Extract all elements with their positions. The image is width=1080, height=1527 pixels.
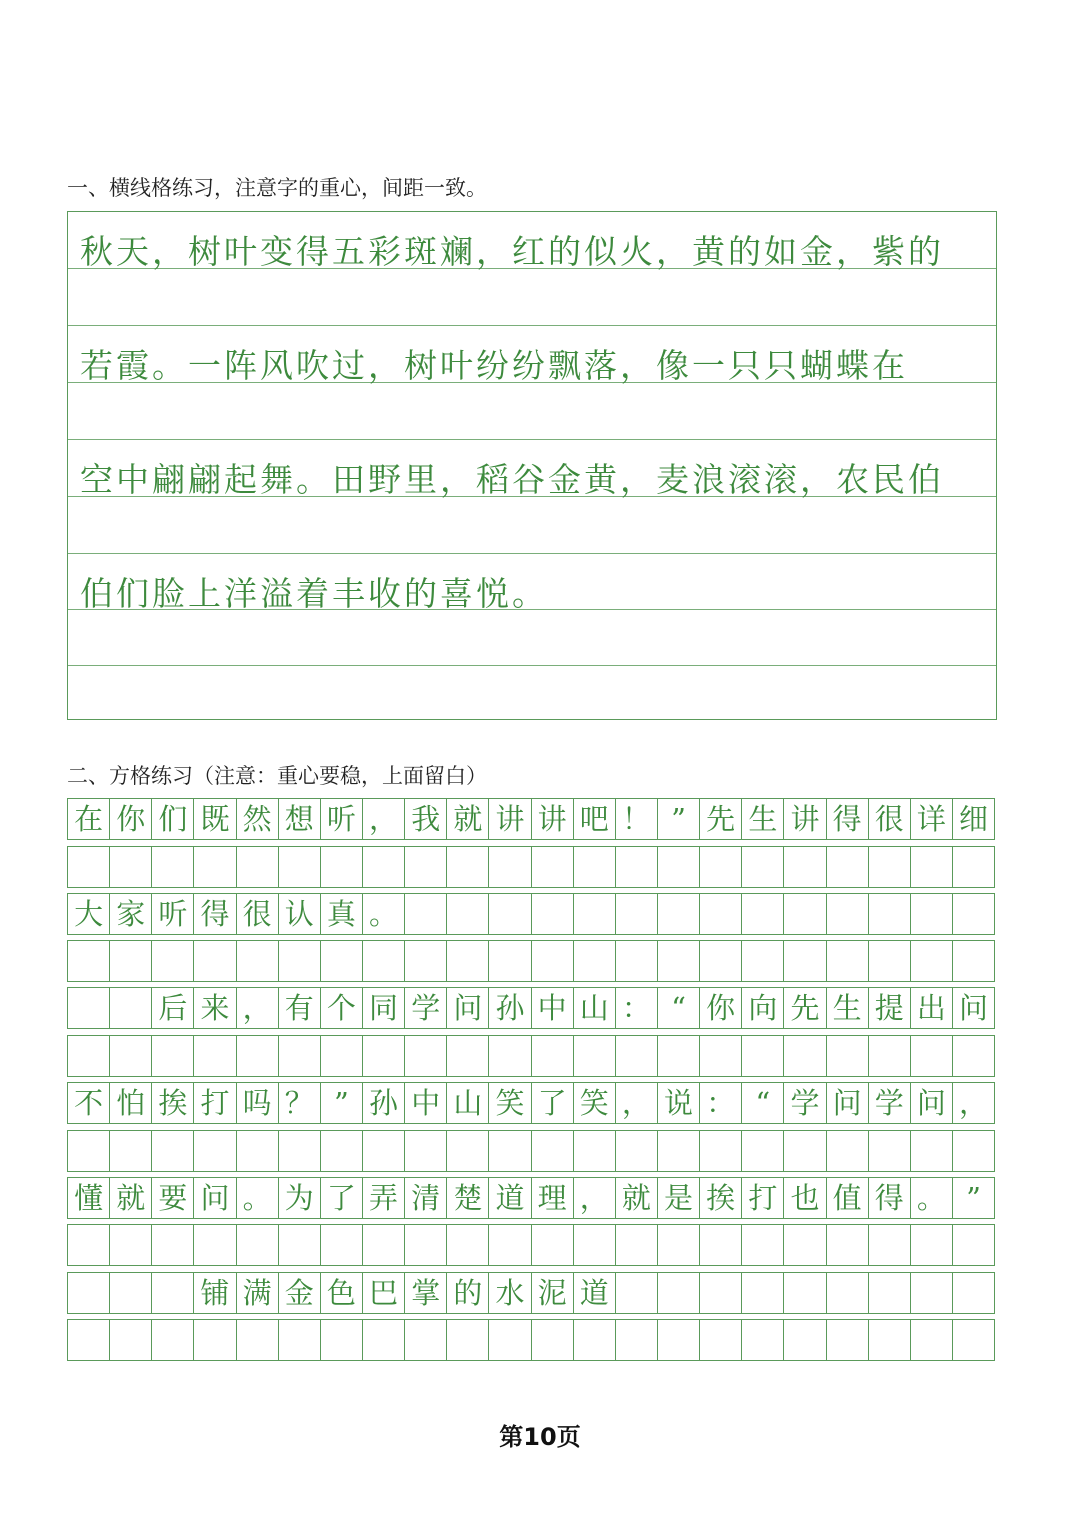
grid-cell [194, 1131, 236, 1171]
grid-cell [953, 1036, 995, 1076]
grid-row [67, 893, 995, 935]
grid-cell [279, 847, 321, 887]
grid-cell [574, 847, 616, 887]
grid-cell [700, 894, 742, 934]
grid-cell: 你 [110, 799, 152, 839]
grid-cell: 来 [194, 988, 236, 1028]
grid-cell [742, 1225, 784, 1265]
grid-cell [447, 1036, 489, 1076]
grid-cell [869, 941, 911, 981]
handwritten-line-4: 伯们脸上洋溢着丰收的喜悦。 [80, 574, 548, 613]
grid-cell [574, 1320, 616, 1360]
grid-cell: 很 [869, 799, 911, 839]
grid-cell: 金 [279, 1273, 321, 1313]
grid-row [67, 1177, 995, 1219]
grid-cell: 问 [911, 1083, 953, 1123]
grid-row [67, 1035, 995, 1077]
grid-cell [869, 894, 911, 934]
grid-cell [489, 894, 531, 934]
grid-cell [152, 1036, 194, 1076]
grid-cell [784, 941, 826, 981]
grid-cell: 孙 [363, 1083, 405, 1123]
grid-cell [658, 847, 700, 887]
grid-cell: 讲 [532, 799, 574, 839]
grid-cell: 泥 [532, 1273, 574, 1313]
grid-cell [911, 894, 953, 934]
grid-cell [194, 1320, 236, 1360]
grid-cell [869, 1131, 911, 1171]
grid-cell [279, 1131, 321, 1171]
grid-cell [658, 1273, 700, 1313]
grid-cell: 真 [321, 894, 363, 934]
grid-row [67, 940, 995, 982]
grid-cell [237, 847, 279, 887]
grid-cell [616, 941, 658, 981]
grid-cell [616, 894, 658, 934]
grid-cell [152, 1131, 194, 1171]
grid-cell [869, 847, 911, 887]
grid-row [67, 798, 995, 840]
grid-cell: 学 [784, 1083, 826, 1123]
grid-cell [658, 1036, 700, 1076]
grid-cell [700, 1320, 742, 1360]
grid-cell [237, 941, 279, 981]
grid-cell: 山 [447, 1083, 489, 1123]
grid-cell: 问 [827, 1083, 869, 1123]
grid-cell: 就 [447, 799, 489, 839]
grid-cell [953, 1320, 995, 1360]
grid-cell: 笑 [574, 1083, 616, 1123]
grid-cell [110, 941, 152, 981]
grid-cell [532, 941, 574, 981]
grid-cell [279, 1320, 321, 1360]
grid-cell: ： [616, 988, 658, 1028]
grid-cell [447, 1131, 489, 1171]
grid-cell [321, 1131, 363, 1171]
grid-cell [279, 1036, 321, 1076]
grid-cell: 先 [700, 799, 742, 839]
grid-cell [489, 847, 531, 887]
grid-cell [68, 1225, 110, 1265]
grid-cell: 出 [911, 988, 953, 1028]
grid-row [67, 1224, 995, 1266]
grid-cell [784, 894, 826, 934]
grid-cell [321, 1225, 363, 1265]
grid-cell [110, 988, 152, 1028]
grid-row [67, 1319, 995, 1361]
grid-cell [447, 847, 489, 887]
grid-cell: 就 [616, 1178, 658, 1218]
grid-cell [489, 941, 531, 981]
grid-cell [784, 1320, 826, 1360]
grid-cell [152, 1273, 194, 1313]
grid-cell [869, 1320, 911, 1360]
grid-cell: 。 [237, 1178, 279, 1218]
grid-cell: 生 [827, 988, 869, 1028]
grid-cell [237, 1320, 279, 1360]
grid-cell: 色 [321, 1273, 363, 1313]
grid-cell: ， [574, 1178, 616, 1218]
grid-cell: 楚 [447, 1178, 489, 1218]
grid-cell: 吧 [574, 799, 616, 839]
grid-cell: 理 [532, 1178, 574, 1218]
grid-cell: 要 [152, 1178, 194, 1218]
grid-cell: ， [616, 1083, 658, 1123]
grid-cell: 讲 [489, 799, 531, 839]
grid-cell: 道 [489, 1178, 531, 1218]
grid-cell [953, 941, 995, 981]
grid-cell [68, 1131, 110, 1171]
grid-cell: 先 [784, 988, 826, 1028]
grid-cell: 挨 [152, 1083, 194, 1123]
grid-cell: 讲 [784, 799, 826, 839]
grid-cell: 生 [742, 799, 784, 839]
grid-cell [68, 988, 110, 1028]
grid-cell [616, 1131, 658, 1171]
grid-cell [405, 1225, 447, 1265]
grid-cell [489, 1036, 531, 1076]
grid-cell [110, 1131, 152, 1171]
grid-cell [152, 941, 194, 981]
grid-cell: 清 [405, 1178, 447, 1218]
grid-cell: “ [658, 988, 700, 1028]
grid-cell [110, 1036, 152, 1076]
grid-cell [574, 1131, 616, 1171]
grid-cell: 认 [279, 894, 321, 934]
grid-cell: 了 [532, 1083, 574, 1123]
grid-cell: 细 [953, 799, 995, 839]
grid-row [67, 1272, 995, 1314]
grid-cell [363, 1320, 405, 1360]
grid-cell [616, 1273, 658, 1313]
grid-cell [869, 1036, 911, 1076]
grid-cell [68, 1320, 110, 1360]
grid-cell: 铺 [194, 1273, 236, 1313]
grid-cell [574, 1036, 616, 1076]
grid-cell [152, 1320, 194, 1360]
grid-cell: 我 [405, 799, 447, 839]
grid-cell [405, 1131, 447, 1171]
grid-cell: 挨 [700, 1178, 742, 1218]
grid-cell: 就 [110, 1178, 152, 1218]
grid-cell [68, 1273, 110, 1313]
grid-cell [363, 941, 405, 981]
grid-cell: 打 [742, 1178, 784, 1218]
grid-cell [574, 1225, 616, 1265]
grid-cell [110, 847, 152, 887]
grid-cell: 。 [363, 894, 405, 934]
grid-cell [742, 894, 784, 934]
ruled-line [68, 553, 996, 554]
grid-cell [489, 1225, 531, 1265]
grid-cell [194, 847, 236, 887]
grid-cell: 在 [68, 799, 110, 839]
grid-cell [827, 941, 869, 981]
grid-cell: 后 [152, 988, 194, 1028]
grid-cell: 满 [237, 1273, 279, 1313]
grid-cell: 你 [700, 988, 742, 1028]
grid-cell [405, 1320, 447, 1360]
grid-cell [784, 1036, 826, 1076]
grid-cell [532, 1131, 574, 1171]
grid-cell [405, 1036, 447, 1076]
grid-cell [363, 1131, 405, 1171]
grid-cell: 的 [447, 1273, 489, 1313]
grid-cell [194, 1225, 236, 1265]
handwritten-line-2: 若霞。一阵风吹过，树叶纷纷飘落，像一只只蝴蝶在 [80, 346, 908, 385]
grid-cell [827, 1225, 869, 1265]
grid-cell: 听 [321, 799, 363, 839]
grid-cell [742, 1320, 784, 1360]
grid-cell [658, 1131, 700, 1171]
grid-cell: 们 [152, 799, 194, 839]
grid-cell: ” [953, 1178, 995, 1218]
grid-cell: 孙 [489, 988, 531, 1028]
grid-cell [405, 941, 447, 981]
grid-cell: ， [953, 1083, 995, 1123]
grid-cell [447, 941, 489, 981]
grid-cell [447, 894, 489, 934]
grid-cell: 问 [194, 1178, 236, 1218]
grid-cell [700, 1273, 742, 1313]
grid-cell [742, 1131, 784, 1171]
grid-cell [321, 1320, 363, 1360]
grid-cell [68, 941, 110, 981]
grid-cell [321, 1036, 363, 1076]
grid-cell [363, 1036, 405, 1076]
grid-cell [700, 1131, 742, 1171]
grid-cell [700, 1225, 742, 1265]
grid-cell [194, 941, 236, 981]
grid-cell [405, 847, 447, 887]
grid-cell [784, 847, 826, 887]
grid-cell: 得 [827, 799, 869, 839]
grid-cell: 学 [405, 988, 447, 1028]
grid-cell: ” [321, 1083, 363, 1123]
grid-cell: 问 [953, 988, 995, 1028]
grid-cell [827, 1273, 869, 1313]
grid-cell [827, 847, 869, 887]
grid-cell [532, 894, 574, 934]
grid-cell [784, 1225, 826, 1265]
grid-cell [237, 1036, 279, 1076]
grid-cell [784, 1273, 826, 1313]
grid-cell: 很 [237, 894, 279, 934]
grid-cell [911, 1036, 953, 1076]
grid-cell [532, 1225, 574, 1265]
grid-cell [953, 1131, 995, 1171]
grid-cell: 怕 [110, 1083, 152, 1123]
grid-cell [279, 941, 321, 981]
grid-cell: 为 [279, 1178, 321, 1218]
grid-cell [658, 941, 700, 981]
grid-cell [321, 941, 363, 981]
grid-cell [911, 941, 953, 981]
grid-cell: 听 [152, 894, 194, 934]
grid-cell [700, 1036, 742, 1076]
grid-cell: 道 [574, 1273, 616, 1313]
grid-cell [279, 1225, 321, 1265]
grid-cell [363, 1225, 405, 1265]
grid-cell [447, 1225, 489, 1265]
lined-practice-box [67, 211, 997, 720]
grid-cell [194, 1036, 236, 1076]
grid-row [67, 987, 995, 1029]
grid-cell [827, 894, 869, 934]
grid-cell [911, 1273, 953, 1313]
grid-cell [658, 894, 700, 934]
grid-cell: 详 [911, 799, 953, 839]
grid-cell [574, 941, 616, 981]
grid-cell [447, 1320, 489, 1360]
grid-cell: 了 [321, 1178, 363, 1218]
grid-cell [911, 1131, 953, 1171]
grid-cell [742, 1036, 784, 1076]
handwritten-line-3: 空中翩翩起舞。田野里，稻谷金黄，麦浪滚滚，农民伯 [80, 460, 944, 499]
grid-cell [869, 1225, 911, 1265]
grid-cell [68, 1036, 110, 1076]
grid-cell: 。 [911, 1178, 953, 1218]
grid-cell [911, 1320, 953, 1360]
grid-cell: 想 [279, 799, 321, 839]
grid-cell [953, 847, 995, 887]
grid-cell: 同 [363, 988, 405, 1028]
grid-cell: ？ [279, 1083, 321, 1123]
grid-cell [110, 1225, 152, 1265]
grid-cell [827, 1320, 869, 1360]
grid-cell: 得 [869, 1178, 911, 1218]
grid-cell [953, 1273, 995, 1313]
grid-row [67, 846, 995, 888]
grid-cell: 打 [194, 1083, 236, 1123]
grid-cell: 有 [279, 988, 321, 1028]
grid-cell [237, 1225, 279, 1265]
grid-cell: 水 [489, 1273, 531, 1313]
grid-cell: 是 [658, 1178, 700, 1218]
grid-cell [953, 1225, 995, 1265]
grid-cell [784, 1131, 826, 1171]
grid-cell: 巴 [363, 1273, 405, 1313]
grid-cell [321, 847, 363, 887]
grid-cell: 山 [574, 988, 616, 1028]
grid-row [67, 1082, 995, 1124]
grid-cell [110, 1273, 152, 1313]
grid-cell [658, 1225, 700, 1265]
page-number: 第10页 [499, 1423, 581, 1451]
grid-cell: 笑 [489, 1083, 531, 1123]
ruled-line [68, 325, 996, 326]
grid-cell: “ [742, 1083, 784, 1123]
grid-cell [742, 847, 784, 887]
grid-cell [742, 941, 784, 981]
grid-cell [827, 1131, 869, 1171]
grid-cell: 吗 [237, 1083, 279, 1123]
grid-cell [953, 894, 995, 934]
grid-cell: ， [363, 799, 405, 839]
grid-cell: 提 [869, 988, 911, 1028]
grid-row [67, 1130, 995, 1172]
grid-cell [574, 894, 616, 934]
grid-cell: 大 [68, 894, 110, 934]
handwritten-line-1: 秋天，树叶变得五彩斑斓，红的似火，黄的如金，紫的 [80, 232, 944, 271]
grid-cell: 说 [658, 1083, 700, 1123]
grid-cell: 懂 [68, 1178, 110, 1218]
grid-cell [532, 1036, 574, 1076]
section2-title: 二、方格练习（注意：重心要稳，上面留白） [67, 764, 487, 788]
grid-cell [658, 1320, 700, 1360]
grid-cell: 家 [110, 894, 152, 934]
grid-cell: 然 [237, 799, 279, 839]
grid-cell: 既 [194, 799, 236, 839]
grid-cell: ” [658, 799, 700, 839]
grid-cell [911, 847, 953, 887]
grid-cell: 得 [194, 894, 236, 934]
grid-cell [363, 847, 405, 887]
grid-cell [869, 1273, 911, 1313]
grid-cell [532, 1320, 574, 1360]
grid-cell: 个 [321, 988, 363, 1028]
grid-cell [110, 1320, 152, 1360]
grid-cell [152, 847, 194, 887]
grid-cell [911, 1225, 953, 1265]
ruled-line [68, 665, 996, 666]
grid-cell [827, 1036, 869, 1076]
grid-cell: 掌 [405, 1273, 447, 1313]
grid-cell [405, 894, 447, 934]
grid-cell: 不 [68, 1083, 110, 1123]
section1-title: 一、横线格练习，注意字的重心，间距一致。 [67, 176, 487, 200]
grid-cell [68, 847, 110, 887]
grid-cell [616, 847, 658, 887]
grid-cell: 向 [742, 988, 784, 1028]
grid-cell [742, 1273, 784, 1313]
grid-cell [700, 941, 742, 981]
grid-cell [489, 1320, 531, 1360]
grid-cell [616, 1036, 658, 1076]
grid-cell [616, 1225, 658, 1265]
grid-cell [152, 1225, 194, 1265]
grid-cell [489, 1131, 531, 1171]
grid-cell: 中 [405, 1083, 447, 1123]
grid-cell: 也 [784, 1178, 826, 1218]
grid-cell: ， [237, 988, 279, 1028]
grid-cell [616, 1320, 658, 1360]
grid-cell: ！ [616, 799, 658, 839]
grid-cell [700, 847, 742, 887]
grid-cell: 值 [827, 1178, 869, 1218]
grid-cell: 问 [447, 988, 489, 1028]
grid-cell: 学 [869, 1083, 911, 1123]
grid-cell [237, 1131, 279, 1171]
grid-cell: 弄 [363, 1178, 405, 1218]
grid-cell: 中 [532, 988, 574, 1028]
grid-cell: ： [700, 1083, 742, 1123]
grid-cell [532, 847, 574, 887]
ruled-line [68, 439, 996, 440]
